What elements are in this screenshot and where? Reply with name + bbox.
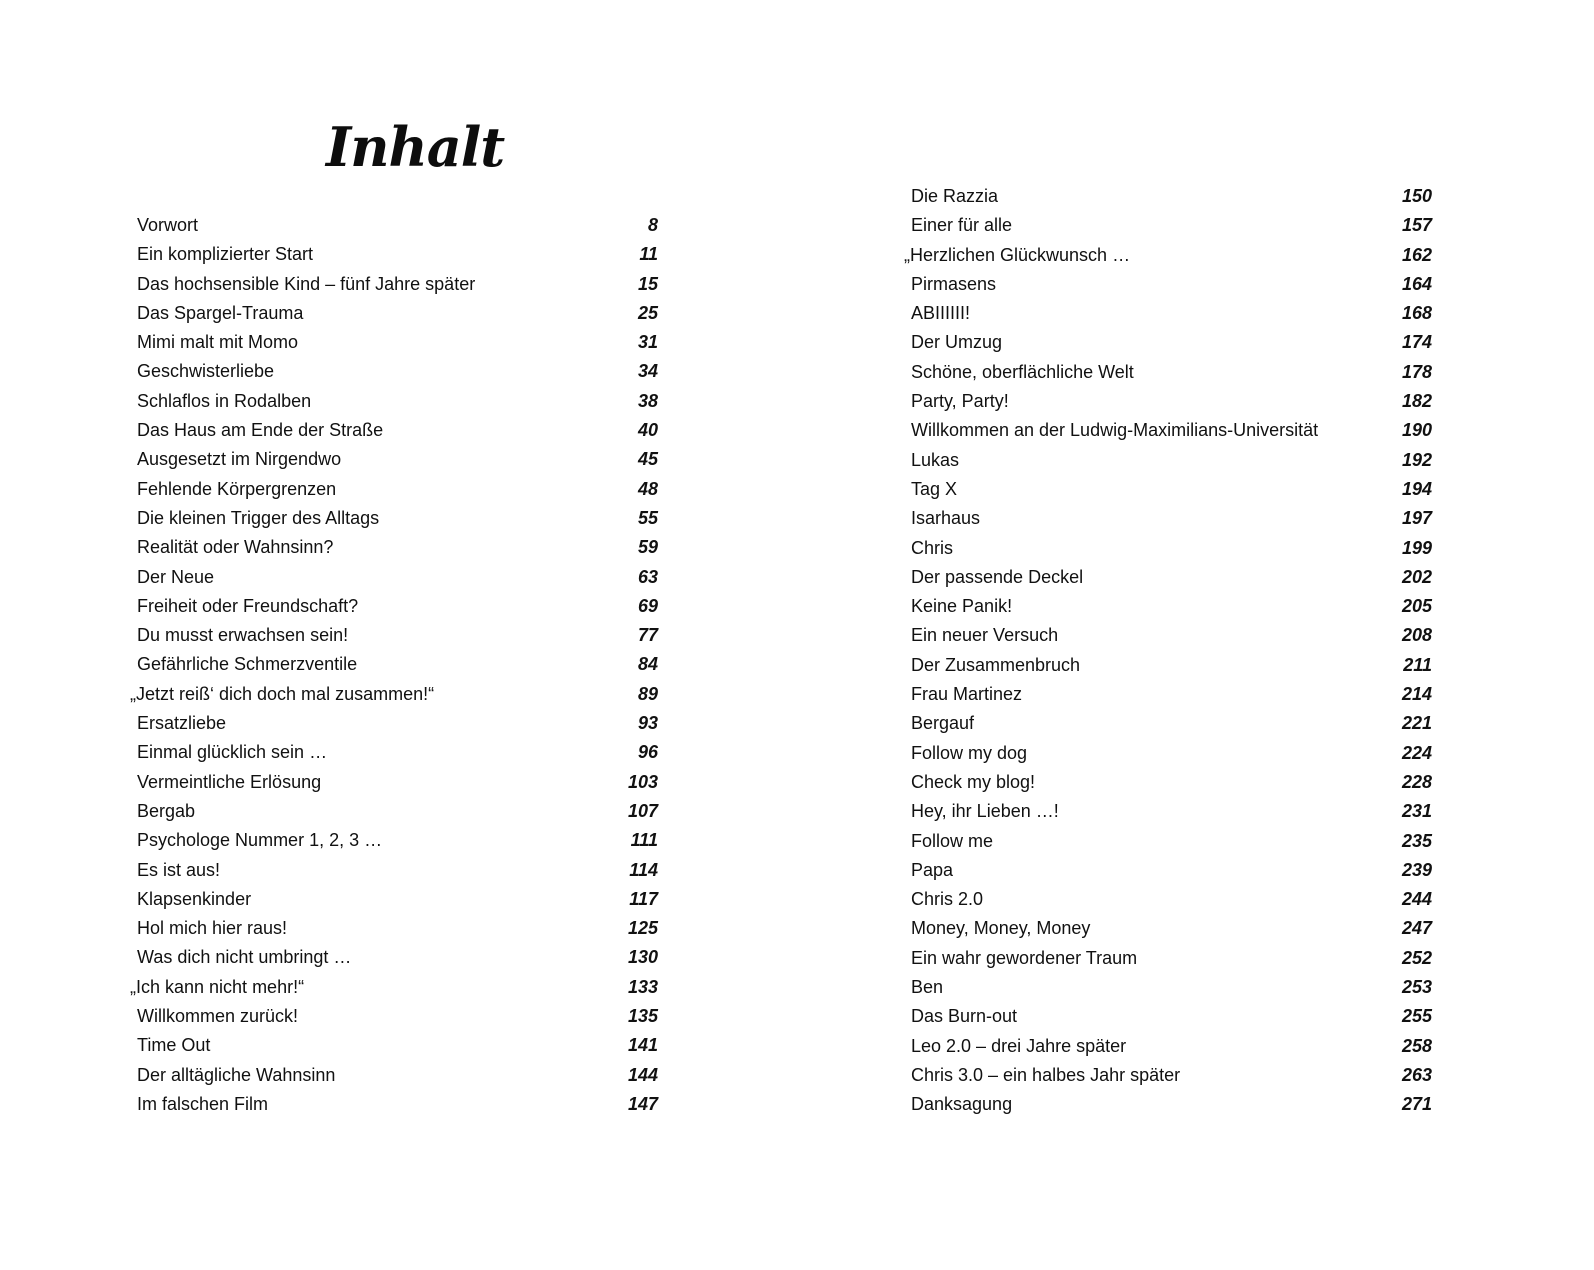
toc-entry — [137, 650, 658, 679]
toc-entry — [137, 270, 658, 299]
toc-entry — [137, 738, 658, 767]
toc-entry — [137, 768, 658, 797]
toc-entry — [911, 1061, 1432, 1090]
toc-entry-title: Leo 2.0 – drei Jahre später — [911, 1035, 1127, 1056]
toc-entry — [137, 475, 658, 504]
toc-entry — [137, 387, 658, 416]
toc-entry-title: Willkommen an der Ludwig-Maximilians-Universität — [911, 420, 1319, 441]
toc-entry-page-number: 202 — [1401, 566, 1432, 587]
toc-entry-title: Was dich nicht umbringt … — [137, 947, 352, 968]
toc-entry — [137, 240, 658, 269]
toc-entry-title: Das Haus am Ende der Straße — [137, 420, 384, 441]
toc-entry-title: Chris 3.0 – ein halbes Jahr später — [911, 1064, 1181, 1085]
toc-entry-title: Hol mich hier raus! — [137, 918, 288, 939]
toc-entry-title: Schöne, oberflächliche Welt — [911, 361, 1134, 382]
toc-entry-page-number: 247 — [1401, 918, 1432, 939]
toc-entry-title: Der Zusammenbruch — [911, 654, 1081, 675]
toc-entry-page-number: 103 — [627, 771, 658, 792]
toc-entry-title: Party, Party! — [911, 391, 1009, 412]
toc-entry-title: Ersatzliebe — [137, 713, 227, 734]
toc-entry-title: Time Out — [137, 1035, 211, 1056]
toc-entry-title: ABIIIIII! — [911, 303, 971, 324]
toc-entry-title: Vorwort — [137, 215, 199, 235]
toc-entry-title: Chris — [911, 537, 954, 558]
toc-entry — [911, 563, 1432, 592]
toc-entry-title: Gefährliche Schmerzventile — [137, 654, 358, 675]
toc-entry-title: „Herzlichen Glückwunsch … — [904, 244, 1131, 265]
toc-entry — [137, 563, 658, 592]
toc-entry — [911, 1032, 1432, 1061]
toc-entry-page-number: 31 — [637, 332, 658, 353]
toc-entry — [911, 827, 1432, 856]
toc-entry-page-number: 211 — [1403, 654, 1432, 675]
toc-entry-title: Die Razzia — [911, 186, 999, 206]
toc-entry-title: Mimi malt mit Momo — [137, 332, 298, 353]
toc-entry-title: Keine Panik! — [911, 596, 1013, 617]
toc-entry — [911, 534, 1432, 563]
toc-entry-title: Check my blog! — [911, 771, 1036, 792]
toc-entry — [137, 328, 658, 357]
toc-entry-page-number: 25 — [637, 302, 658, 323]
toc-entry-page-number: 125 — [627, 918, 658, 939]
toc-entry — [911, 446, 1432, 475]
toc-entry-title: Bergab — [137, 800, 196, 821]
toc-entry-title: Willkommen zurück! — [137, 1006, 299, 1027]
toc-entry — [911, 182, 1432, 211]
toc-right-column — [904, 182, 1432, 1120]
toc-entry — [911, 299, 1432, 328]
toc-entry-title: Ein wahr gewordener Traum — [911, 947, 1138, 968]
toc-entry — [911, 328, 1432, 357]
toc-entry-page-number: 164 — [1401, 273, 1432, 294]
toc-entry-page-number: 168 — [1401, 303, 1432, 324]
toc-entry — [137, 1090, 658, 1119]
toc-entry — [911, 592, 1432, 621]
toc-entry — [911, 856, 1432, 885]
toc-entry — [137, 885, 658, 914]
toc-entry — [137, 1031, 658, 1060]
toc-entry — [137, 416, 658, 445]
toc-entry-page-number: 228 — [1401, 771, 1432, 792]
toc-entry-page-number: 244 — [1401, 889, 1432, 910]
toc-entry-page-number: 8 — [647, 215, 658, 235]
toc-entry-page-number: 63 — [637, 566, 658, 587]
toc-entry-page-number: 174 — [1401, 332, 1432, 353]
toc-entry-page-number: 114 — [629, 859, 658, 880]
toc-entry-page-number: 231 — [1401, 801, 1432, 822]
toc-entry-page-number: 107 — [627, 800, 658, 821]
toc-entry-page-number: 55 — [637, 507, 658, 528]
toc-entry-title: Ein neuer Versuch — [911, 625, 1059, 646]
toc-entry-title: „Jetzt reiß‘ dich doch mal zusammen!“ — [130, 683, 435, 704]
toc-entry-page-number: 252 — [1401, 947, 1432, 968]
toc-entry — [137, 914, 658, 943]
toc-entry-title: Im falschen Film — [137, 1093, 269, 1114]
toc-entry-title: Papa — [911, 859, 954, 880]
toc-entry-title: Lukas — [911, 449, 960, 470]
toc-entry — [137, 504, 658, 533]
toc-entry-page-number: 96 — [637, 742, 658, 763]
toc-entry-page-number: 111 — [630, 830, 658, 851]
toc-entry — [911, 621, 1432, 650]
toc-entry-page-number: 89 — [637, 683, 658, 704]
toc-entry-title: Psychologe Nummer 1, 2, 3 … — [137, 830, 383, 851]
toc-entry-title: Es ist aus! — [137, 859, 221, 880]
toc-entry-title: Isarhaus — [911, 508, 981, 529]
toc-entry-page-number: 199 — [1401, 537, 1432, 558]
toc-entry — [137, 621, 658, 650]
toc-entry-title: Das Spargel-Trauma — [137, 302, 304, 323]
toc-entry — [137, 826, 658, 855]
toc-entry — [137, 797, 658, 826]
toc-entry — [911, 387, 1432, 416]
toc-entry-title: Hey, ihr Lieben …! — [911, 801, 1059, 822]
toc-entry-title: Follow me — [911, 830, 994, 851]
toc-entry-page-number: 208 — [1401, 625, 1432, 646]
toc-entry-page-number: 133 — [627, 976, 658, 997]
toc-entry — [137, 856, 658, 885]
toc-entry — [911, 211, 1432, 240]
toc-entry-page-number: 48 — [637, 478, 658, 499]
page-title: Inhalt — [326, 115, 505, 179]
toc-entry — [137, 357, 658, 386]
toc-entry-title: Tag X — [911, 478, 958, 499]
toc-entry-page-number: 224 — [1401, 742, 1432, 763]
toc-entry-page-number: 157 — [1401, 215, 1432, 236]
toc-entry-page-number: 38 — [637, 390, 658, 411]
toc-entry — [137, 1002, 658, 1031]
toc-entry-page-number: 182 — [1401, 391, 1432, 412]
toc-entry-title: Ausgesetzt im Nirgendwo — [137, 449, 342, 470]
toc-entry-title: Fehlende Körpergrenzen — [137, 478, 337, 499]
toc-entry-page-number: 147 — [627, 1093, 658, 1114]
toc-entry-page-number: 194 — [1401, 478, 1432, 499]
toc-entry-page-number: 77 — [637, 625, 658, 646]
toc-entry — [911, 270, 1432, 299]
toc-entry — [911, 914, 1432, 943]
toc-entry-page-number: 69 — [637, 595, 658, 616]
toc-entry — [911, 885, 1432, 914]
toc-entry — [137, 211, 658, 240]
toc-entry — [137, 533, 658, 562]
toc-entry-title: Frau Martinez — [911, 684, 1023, 705]
toc-entry — [911, 709, 1432, 738]
toc-entry-title: Einmal glücklich sein … — [137, 742, 328, 763]
toc-entry-title: Klapsenkinder — [137, 888, 252, 909]
toc-entry-page-number: 205 — [1401, 596, 1432, 617]
toc-entry — [137, 709, 658, 738]
toc-entry-title: Der Umzug — [911, 332, 1003, 353]
toc-entry-page-number: 197 — [1401, 508, 1432, 529]
toc-entry — [911, 973, 1432, 1002]
toc-entry — [137, 943, 658, 972]
toc-entry-page-number: 271 — [1401, 1094, 1432, 1115]
toc-entry — [137, 1061, 658, 1090]
toc-entry-title: Realität oder Wahnsinn? — [137, 537, 334, 558]
toc-entry — [130, 973, 658, 1002]
toc-entry — [911, 797, 1432, 826]
toc-entry-page-number: 192 — [1401, 449, 1432, 470]
toc-entry-page-number: 130 — [627, 947, 658, 968]
toc-entry — [911, 504, 1432, 533]
toc-entry — [911, 739, 1432, 768]
toc-entry-page-number: 190 — [1401, 420, 1432, 441]
toc-entry-page-number: 15 — [637, 273, 658, 294]
toc-entry-title: Schlaflos in Rodalben — [137, 390, 312, 411]
toc-entry-title: Der alltägliche Wahnsinn — [137, 1064, 336, 1085]
toc-entry-page-number: 235 — [1401, 830, 1432, 851]
toc-entry — [911, 358, 1432, 387]
toc-entry-title: Chris 2.0 — [911, 889, 984, 910]
toc-entry — [911, 1002, 1432, 1031]
toc-entry-title: Du musst erwachsen sein! — [137, 625, 349, 646]
toc-entry-page-number: 178 — [1401, 361, 1432, 382]
toc-entry — [904, 241, 1432, 270]
toc-entry-page-number: 34 — [637, 361, 658, 382]
toc-entry-page-number: 117 — [629, 888, 658, 909]
toc-entry-page-number: 135 — [627, 1006, 658, 1027]
toc-entry-title: Bergauf — [911, 713, 975, 734]
toc-entry — [130, 680, 658, 709]
toc-entry-page-number: 214 — [1401, 684, 1432, 705]
toc-entry-page-number: 162 — [1401, 244, 1432, 265]
toc-entry-page-number: 239 — [1401, 859, 1432, 880]
toc-entry-title: Danksagung — [911, 1094, 1013, 1115]
toc-entry-title: Ein komplizierter Start — [137, 244, 314, 265]
toc-entry-title: Einer für alle — [911, 215, 1013, 236]
toc-left-column — [130, 211, 658, 1119]
toc-entry-page-number: 253 — [1401, 977, 1432, 998]
toc-entry-title: Pirmasens — [911, 273, 997, 294]
toc-entry — [911, 944, 1432, 973]
toc-entry — [911, 651, 1432, 680]
toc-entry-page-number: 255 — [1401, 1006, 1432, 1027]
toc-entry-title: Ben — [911, 977, 944, 998]
toc-entry-title: Money, Money, Money — [911, 918, 1091, 939]
toc-entry — [911, 768, 1432, 797]
toc-entry — [911, 475, 1432, 504]
toc-entry-title: Das Burn-out — [911, 1006, 1018, 1027]
toc-entry-title: Der passende Deckel — [911, 566, 1084, 587]
toc-entry-page-number: 221 — [1401, 713, 1432, 734]
toc-entry-title: „Ich kann nicht mehr!“ — [130, 976, 305, 997]
toc-entry — [137, 299, 658, 328]
toc-entry-title: Follow my dog — [911, 742, 1028, 763]
toc-entry-page-number: 144 — [627, 1064, 658, 1085]
toc-entry-title: Vermeintliche Erlösung — [137, 771, 322, 792]
toc-entry-page-number: 59 — [637, 537, 658, 558]
toc-entry — [137, 592, 658, 621]
toc-entry-page-number: 258 — [1401, 1035, 1432, 1056]
toc-entry-page-number: 84 — [637, 654, 658, 675]
toc-entry-title: Der Neue — [137, 566, 215, 587]
toc-entry — [911, 1090, 1432, 1119]
toc-entry-page-number: 93 — [637, 713, 658, 734]
toc-entry-title: Geschwisterliebe — [137, 361, 275, 382]
toc-entry-title: Das hochsensible Kind – fünf Jahre später — [137, 273, 476, 294]
toc-entry-title: Die kleinen Trigger des Alltags — [137, 507, 380, 528]
toc-entry-title: Freiheit oder Freundschaft? — [137, 595, 359, 616]
toc-entry-page-number: 263 — [1401, 1064, 1432, 1085]
toc-entry — [911, 680, 1432, 709]
toc-entry-page-number: 45 — [637, 449, 658, 470]
toc-entry-page-number: 141 — [627, 1035, 658, 1056]
toc-entry-page-number: 40 — [637, 420, 658, 441]
toc-entry-page-number: 11 — [639, 244, 658, 265]
toc-entry — [911, 416, 1432, 445]
toc-entry — [137, 445, 658, 474]
toc-entry-page-number: 150 — [1401, 186, 1432, 206]
